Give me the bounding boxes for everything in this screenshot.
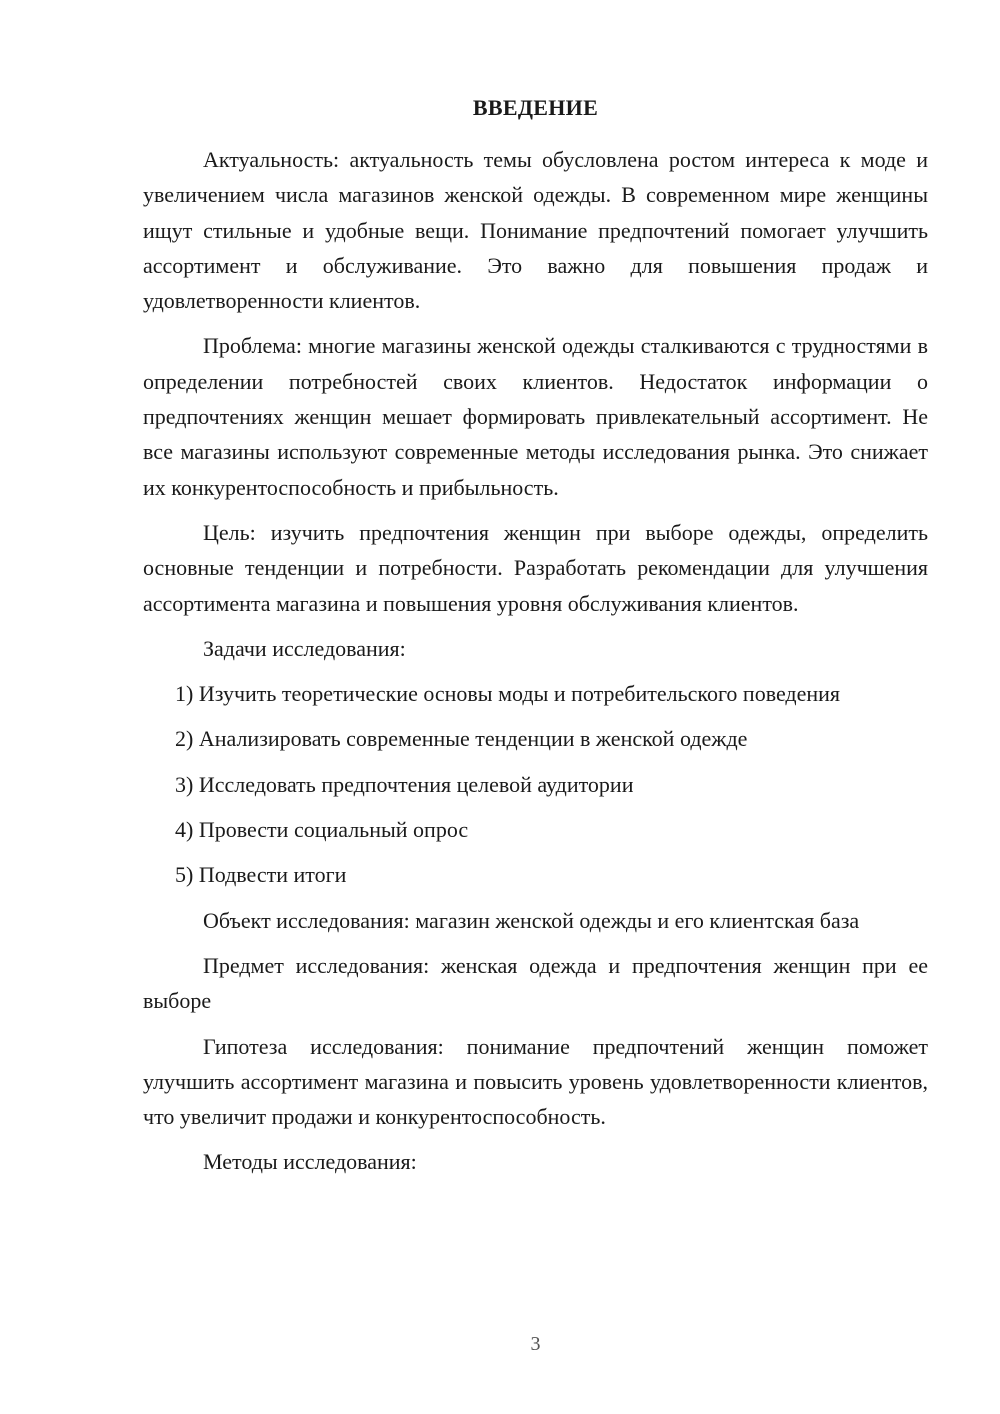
tasks-heading: Задачи исследования: (203, 635, 406, 661)
task-list-item-5: 5) Подвести итоги (175, 862, 347, 888)
methods-heading: Методы исследования: (203, 1149, 417, 1175)
page-title: ВВЕДЕНИЕ (472, 95, 599, 120)
document-page (143, 0, 928, 1414)
task-list-item-4: 4) Провести социальный опрос (175, 817, 469, 843)
task-list-item-1: 1) Изучить теоретические основы моды и потребительского поведения (175, 681, 841, 707)
page-number: 3 (530, 1333, 541, 1355)
paragraph-relevance: Актуальность: актуальность темы обусловлена ростом интереса к моде и увеличением числа магазинов женской одежды. В современном мире женщины ищут стильные и удобные вещи. Понимание предпочтений помогает улучшить ассортимент и обслуживание. Это важно для повышения продаж и удовлетворенности клиентов. (143, 147, 928, 314)
paragraph-goal: Цель: изучить предпочтения женщин при выборе одежды, определить основные тенденции и потребности. Разработать рекомендации для улучшения ассортимента магазина и повышения уровня обслуживания клиентов. (143, 519, 928, 616)
task-list-item-2: 2) Анализировать современные тенденции в женской одежде (175, 726, 748, 752)
paragraph-hypothesis: Гипотеза исследования: понимание предпочтений женщин поможет улучшить ассортимент магазина и повысить уровень удовлетворенности клиентов, что увеличит продажи и конкурентоспособность. (143, 1033, 928, 1130)
paragraph-problem: Проблема: многие магазины женской одежды сталкиваются с трудностями в определении потребностей своих клиентов. Недостаток информации о предпочтениях женщин мешает формировать привлекательный ассортимент. Не все магазины используют современные методы исследования рынка. Это снижает их конкурентоспособность и прибыльность. (143, 333, 928, 500)
body-text (143, 142, 928, 1190)
task-list-item-3: 3) Исследовать предпочтения целевой аудитории (175, 771, 634, 797)
paragraph-object: Объект исследования: магазин женской одежды и его клиентская база (203, 907, 860, 933)
paragraph-subject: Предмет исследования: женская одежда и предпочтения женщин при ее выборе (143, 952, 928, 1014)
